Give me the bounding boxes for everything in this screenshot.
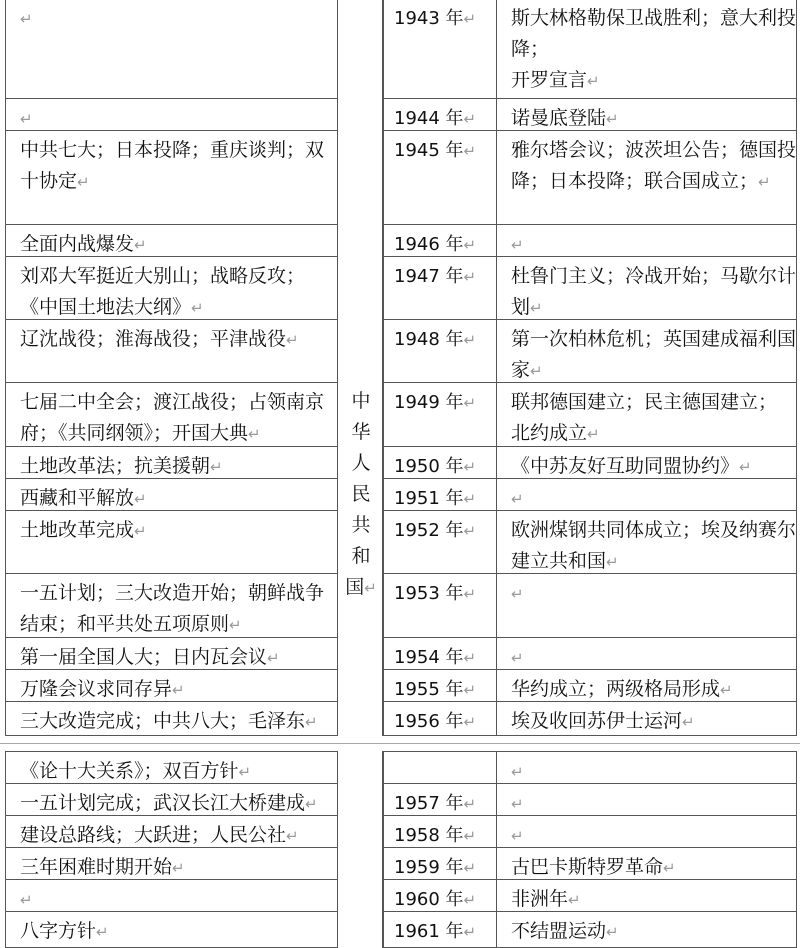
paragraph-mark-icon: ↵ — [210, 458, 223, 476]
paragraph-mark-icon: ↵ — [463, 142, 477, 160]
china-event-cell — [5, 478, 338, 511]
paragraph-mark-icon: ↵ — [463, 10, 477, 28]
paragraph-mark-icon: ↵ — [286, 331, 299, 349]
cell-text: 1960 年 — [394, 889, 464, 910]
china-event-cell — [5, 510, 338, 574]
paragraph-mark-icon: ↵ — [587, 72, 600, 90]
paragraph-mark-icon: ↵ — [511, 827, 524, 845]
cell-text: 土地改革完成 — [20, 519, 135, 541]
cell-text: 七届二中全会；渡江战役；占领南京府；《共同纲领》；开国大典 — [20, 391, 325, 444]
paragraph-mark-icon: ↵ — [305, 795, 318, 813]
paragraph-mark-icon: ↵ — [511, 585, 524, 603]
cell-text: 1955 年 — [394, 679, 464, 700]
world-event-cell — [496, 319, 797, 383]
world-event-cell — [496, 701, 797, 736]
paragraph-mark-icon: ↵ — [463, 458, 477, 476]
world-event-cell — [496, 669, 797, 702]
paragraph-mark-icon: ↵ — [682, 713, 695, 731]
china-event-cell — [5, 815, 338, 848]
year-cell — [383, 319, 497, 383]
paragraph-mark-icon: ↵ — [20, 10, 33, 28]
cell-text: 西藏和平解放 — [20, 487, 135, 509]
cell-text: 1959 年 — [394, 857, 464, 878]
paragraph-mark-icon: ↵ — [530, 362, 543, 380]
cell-text: 一五计划完成；武汉长江大桥建成 — [20, 792, 306, 814]
paragraph-mark-icon: ↵ — [96, 923, 109, 941]
paragraph-mark-icon: ↵ — [305, 713, 318, 731]
cell-text: 建设总路线；大跃进；人民公社 — [20, 824, 287, 846]
cell-text: 1953 年 — [394, 583, 464, 604]
world-event-cell — [496, 783, 797, 816]
cell-text: 1961 年 — [394, 921, 464, 942]
china-event-cell — [5, 98, 338, 131]
paragraph-mark-icon: ↵ — [172, 859, 185, 877]
paragraph-mark-icon: ↵ — [606, 553, 619, 571]
paragraph-mark-icon: ↵ — [463, 795, 477, 813]
world-event-cell — [496, 510, 797, 574]
paragraph-mark-icon: ↵ — [463, 859, 477, 877]
paragraph-mark-icon: ↵ — [286, 827, 299, 845]
cell-text: 1956 年 — [394, 711, 464, 732]
world-event-cell — [496, 446, 797, 479]
paragraph-mark-icon: ↵ — [463, 110, 477, 128]
china-event-cell — [5, 130, 338, 225]
cell-text: 一五计划；三大改造开始；朝鲜战争结束；和平共处五项原则 — [20, 582, 325, 635]
cell-text: 非洲年 — [511, 888, 569, 910]
paragraph-mark-icon: ↵ — [463, 490, 477, 508]
cell-text: 1950 年 — [394, 456, 464, 477]
cell-text: 中共七大；日本投降；重庆谈判；双十协定 — [20, 139, 325, 192]
year-cell — [383, 701, 497, 736]
paragraph-mark-icon: ↵ — [511, 236, 524, 254]
paragraph-mark-icon: ↵ — [739, 458, 752, 476]
paragraph-mark-icon: ↵ — [511, 649, 524, 667]
paragraph-mark-icon: ↵ — [134, 522, 147, 540]
cell-text: 全面内战爆发 — [20, 233, 135, 255]
year-cell — [383, 847, 497, 880]
world-event-cell — [496, 98, 797, 131]
world-event-cell — [496, 224, 797, 257]
period-column — [337, 0, 383, 736]
cell-text: 开罗宣言 — [511, 69, 588, 91]
paragraph-mark-icon: ↵ — [20, 110, 33, 128]
paragraph-mark-icon: ↵ — [463, 331, 477, 349]
cell-text: 1949 年 — [394, 392, 464, 413]
paragraph-mark-icon: ↵ — [463, 923, 477, 941]
paragraph-mark-icon: ↵ — [20, 891, 33, 909]
cell-text: 北约成立 — [511, 422, 588, 444]
year-cell — [383, 478, 497, 511]
period-column — [337, 751, 383, 948]
cell-text: 第一届全国人大；日内瓦会议 — [20, 646, 268, 668]
paragraph-mark-icon: ↵ — [463, 394, 477, 412]
cell-text: 联邦德国建立；民主德国建立； — [511, 391, 778, 413]
year-cell — [383, 669, 497, 702]
year-cell — [383, 510, 497, 574]
china-event-cell — [5, 0, 338, 99]
china-event-cell — [5, 319, 338, 383]
world-event-cell — [496, 847, 797, 880]
paragraph-mark-icon: ↵ — [511, 763, 524, 781]
paragraph-mark-icon: ↵ — [463, 649, 477, 667]
paragraph-mark-icon: ↵ — [134, 236, 147, 254]
cell-text: 1947 年 — [394, 266, 464, 287]
world-event-cell — [496, 478, 797, 511]
cell-text: 埃及收回苏伊士运河 — [511, 710, 683, 732]
china-event-cell — [5, 847, 338, 880]
cell-text: 《论十大关系》；双百方针 — [20, 760, 239, 782]
year-cell — [383, 637, 497, 670]
cell-text: 刘邓大军挺近大别山；战略反攻； — [20, 265, 306, 287]
cell-text: 三年困难时期开始 — [20, 856, 173, 878]
china-event-cell — [5, 637, 338, 670]
world-event-cell — [496, 382, 797, 447]
year-cell — [383, 382, 497, 447]
paragraph-mark-icon: ↵ — [758, 173, 771, 191]
cell-text: 华约成立；两级格局形成 — [511, 678, 721, 700]
paragraph-mark-icon: ↵ — [238, 763, 252, 781]
paragraph-mark-icon: ↵ — [463, 522, 477, 540]
cell-text: 斯大林格勒保卫战胜利；意大利投降； — [511, 7, 797, 60]
paragraph-mark-icon: ↵ — [463, 268, 477, 286]
paragraph-mark-icon: ↵ — [511, 490, 524, 508]
cell-text: 杜鲁门主义；冷战开始；马歇尔计划 — [511, 265, 797, 318]
china-event-cell — [5, 879, 338, 912]
year-cell — [383, 879, 497, 912]
paragraph-mark-icon: ↵ — [229, 616, 242, 634]
world-event-cell — [496, 751, 797, 784]
paragraph-mark-icon: ↵ — [463, 585, 477, 603]
year-cell — [383, 783, 497, 816]
china-event-cell — [5, 382, 338, 447]
cell-text: 1957 年 — [394, 793, 464, 814]
paragraph-mark-icon: ↵ — [77, 173, 90, 191]
paragraph-mark-icon: ↵ — [463, 236, 477, 254]
china-event-cell — [5, 573, 338, 638]
cell-text: 三大改造完成；中共八大；毛泽东 — [20, 710, 306, 732]
world-event-cell — [496, 637, 797, 670]
paragraph-mark-icon: ↵ — [568, 891, 581, 909]
world-event-cell — [496, 815, 797, 848]
paragraph-mark-icon: ↵ — [606, 110, 619, 128]
cell-text: 辽沈战役；淮海战役；平津战役 — [20, 328, 287, 350]
china-event-cell — [5, 911, 338, 948]
paragraph-mark-icon: ↵ — [267, 649, 280, 667]
year-cell — [383, 130, 497, 225]
world-event-cell — [496, 879, 797, 912]
cell-text: 《中苏友好互助同盟协约》 — [511, 455, 740, 477]
china-event-cell — [5, 446, 338, 479]
year-cell — [383, 573, 497, 638]
year-cell — [383, 98, 497, 131]
cell-text: 八字方针 — [20, 920, 97, 942]
cell-text: 欧洲煤钢共同体成立；埃及纳赛尔建立共和国 — [511, 519, 797, 572]
china-event-cell — [5, 224, 338, 257]
year-cell — [383, 446, 497, 479]
paragraph-mark-icon: ↵ — [463, 827, 477, 845]
paragraph-mark-icon: ↵ — [511, 795, 524, 813]
cell-text: 诺曼底登陆 — [511, 107, 607, 129]
world-event-cell — [496, 0, 797, 99]
paragraph-mark-icon: ↵ — [606, 923, 619, 941]
year-cell — [383, 911, 497, 948]
cell-text: 1951 年 — [394, 488, 464, 509]
china-event-cell — [5, 669, 338, 702]
paragraph-mark-icon: ↵ — [463, 681, 477, 699]
cell-text: 土地改革法；抗美援朝 — [20, 455, 211, 477]
cell-text: 1952 年 — [394, 520, 464, 541]
page-break — [0, 743, 800, 744]
year-cell — [383, 751, 497, 784]
year-cell — [383, 0, 497, 99]
cell-text: 1943 年 — [394, 8, 464, 29]
china-event-cell — [5, 701, 338, 736]
paragraph-mark-icon: ↵ — [663, 859, 676, 877]
period-label: 中 华 人 民 共 和 国↵ — [345, 390, 377, 598]
cell-text: 1954 年 — [394, 647, 464, 668]
cell-text: 万隆会议求同存异 — [20, 678, 173, 700]
world-event-cell — [496, 130, 797, 225]
paragraph-mark-icon: ↵ — [191, 299, 204, 317]
china-event-cell — [5, 751, 338, 784]
world-event-cell — [496, 573, 797, 638]
paragraph-mark-icon: ↵ — [463, 713, 477, 731]
cell-text: 第一次柏林危机；英国建成福利国家 — [511, 328, 797, 381]
year-cell — [383, 815, 497, 848]
cell-text: 1948 年 — [394, 329, 464, 350]
cell-text: 不结盟运动 — [511, 920, 607, 942]
paragraph-mark-icon: ↵ — [172, 681, 185, 699]
cell-text: 雅尔塔会议；波茨坦公告；德国投降；日本投降；联合国成立； — [511, 139, 797, 192]
cell-text: 《中国土地法大纲》 — [20, 296, 192, 318]
year-cell — [383, 224, 497, 257]
paragraph-mark-icon: ↵ — [530, 299, 543, 317]
cell-text: 1958 年 — [394, 825, 464, 846]
cell-text: 1946 年 — [394, 234, 464, 255]
paragraph-mark-icon: ↵ — [587, 425, 600, 443]
cell-text: 1945 年 — [394, 140, 464, 161]
china-event-cell — [5, 783, 338, 816]
paragraph-mark-icon: ↵ — [463, 891, 477, 909]
year-cell — [383, 256, 497, 320]
world-event-cell — [496, 256, 797, 320]
paragraph-mark-icon: ↵ — [364, 579, 377, 597]
china-event-cell — [5, 256, 338, 320]
cell-text: 1944 年 — [394, 108, 464, 129]
world-event-cell — [496, 911, 797, 948]
paragraph-mark-icon: ↵ — [248, 425, 261, 443]
paragraph-mark-icon: ↵ — [720, 681, 733, 699]
cell-text: 古巴卡斯特罗革命 — [511, 856, 664, 878]
paragraph-mark-icon: ↵ — [134, 490, 147, 508]
